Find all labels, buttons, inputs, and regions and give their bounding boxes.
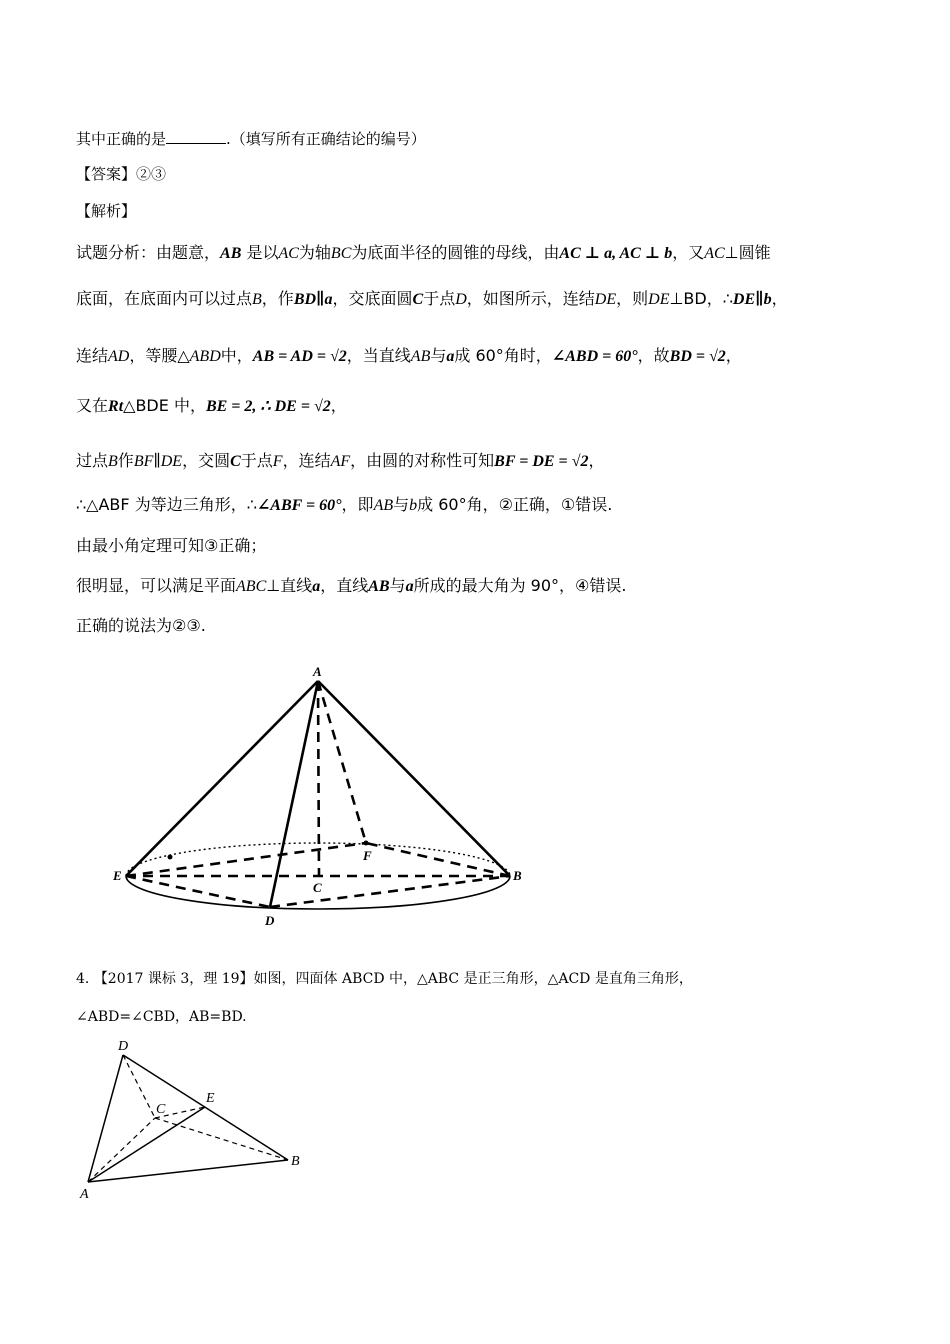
text: 中， xyxy=(220,346,253,365)
text: ，当直线 xyxy=(346,346,411,365)
label-D: D xyxy=(118,1039,129,1054)
text: 成 60°角时， xyxy=(454,346,552,365)
math: C xyxy=(230,453,241,470)
math: ABC xyxy=(236,578,267,595)
math: F xyxy=(272,453,283,470)
text: ⊥圆锥 xyxy=(724,243,771,262)
edge-CB xyxy=(155,1118,288,1160)
question-4-line-1: 4. 【2017 课标 3，理 19】如图，四面体 ABCD 中，△ABC 是正三角形，△ACD 是直角三角形， xyxy=(76,971,693,987)
answer-line: 【答案】②③ xyxy=(76,165,167,183)
text: △BDE 中， xyxy=(123,396,206,415)
question-4-line-2: ∠ABD=∠CBD，AB=BD. xyxy=(76,1009,247,1025)
text: 试题分析：由题意， xyxy=(76,243,221,262)
text: 于点 xyxy=(240,451,273,470)
text: 所成的最大角为 90°，④错误. xyxy=(413,576,627,595)
math: DE∥b xyxy=(732,291,772,308)
text: ，连结 xyxy=(282,451,331,470)
text: ，直线 xyxy=(320,576,369,595)
text: 于点 xyxy=(423,289,456,308)
analysis-paragraph-9: 正确的说法为②③. xyxy=(76,616,206,635)
math: B xyxy=(108,453,118,470)
math: D xyxy=(455,291,467,308)
text: 又在 xyxy=(76,396,109,415)
text: ， xyxy=(588,451,605,470)
math: BD∥a xyxy=(293,291,333,308)
math: BD = √2 xyxy=(669,348,726,365)
text: ， xyxy=(725,346,742,365)
text: 连结 xyxy=(76,346,109,365)
math: DE xyxy=(648,291,670,308)
label-C: C xyxy=(313,880,322,895)
text: ⊥BD，∴ xyxy=(669,289,733,308)
math: AD xyxy=(108,348,130,365)
math: DE xyxy=(594,291,617,308)
math: ABD xyxy=(189,348,221,365)
label-C: C xyxy=(156,1102,166,1117)
text: ，故 xyxy=(637,346,670,365)
math: AF xyxy=(330,453,351,470)
math: AB = AD = √2 xyxy=(252,348,347,365)
math: B xyxy=(252,291,262,308)
text: ，如图所示，连结 xyxy=(466,289,595,308)
text: 与 xyxy=(430,346,447,365)
text: 与 xyxy=(393,495,410,514)
label-E: E xyxy=(206,1091,215,1106)
math: AC ⊥ a, AC ⊥ b xyxy=(559,245,673,262)
math: b xyxy=(409,497,418,514)
question-tail: .（填写所有正确结论的编号） xyxy=(226,130,426,148)
math: BE = 2, ∴ DE = √2 xyxy=(205,398,331,415)
math: a xyxy=(312,578,321,595)
math: BF∥DE xyxy=(133,453,183,470)
text: ，又 xyxy=(672,243,705,262)
text: 是以 xyxy=(241,243,279,262)
math: BC xyxy=(330,245,352,262)
text: ，交底面圆 xyxy=(332,289,413,308)
label-A: A xyxy=(80,1187,89,1202)
label-F: F xyxy=(363,848,372,863)
text: ， xyxy=(771,289,788,308)
text: 很明显，可以满足平面 xyxy=(76,576,237,595)
math: BF = DE = √2 xyxy=(494,453,589,470)
text: ， xyxy=(330,396,347,415)
text: ，作 xyxy=(261,289,294,308)
text: 作 xyxy=(117,451,134,470)
label-E: E xyxy=(113,868,122,883)
text: 为轴 xyxy=(298,243,331,262)
math: a xyxy=(405,578,414,595)
text: ，等腰△ xyxy=(129,346,190,365)
math: ∠ABD = 60° xyxy=(551,348,638,365)
text: ∴△ABF 为等边三角形，∴ xyxy=(76,495,257,514)
label-B: B xyxy=(513,868,522,883)
text: 底面，在底面内可以过点 xyxy=(76,289,253,308)
math: AB xyxy=(410,348,431,365)
math: AB xyxy=(373,497,394,514)
text: ，则 xyxy=(616,289,649,308)
question-text: 其中正确的是 xyxy=(76,130,167,148)
label-B: B xyxy=(291,1154,300,1169)
text: 为底面半径的圆锥的母线，由 xyxy=(351,243,560,262)
text: ⊥直线 xyxy=(266,576,313,595)
label-A: A xyxy=(313,664,322,679)
text: ，由圆的对称性可知 xyxy=(350,451,495,470)
text: 与 xyxy=(389,576,406,595)
math: AB xyxy=(368,578,390,595)
math: a xyxy=(446,348,455,365)
text: 成 60°角，②正确，①错误. xyxy=(417,495,613,514)
math: ∠ABF = 60° xyxy=(256,497,342,514)
math: AC xyxy=(704,245,725,262)
text: ，即 xyxy=(341,495,374,514)
text: ，交圆 xyxy=(182,451,231,470)
edge-AC xyxy=(88,1118,155,1182)
math: Rt xyxy=(108,398,124,415)
math: AB xyxy=(220,245,242,262)
math: AC xyxy=(278,245,299,262)
math: C xyxy=(412,291,424,308)
label-D: D xyxy=(265,913,275,928)
text: 过点 xyxy=(76,451,109,470)
analysis-heading: 【解析】 xyxy=(76,202,137,220)
analysis-paragraph-7: 由最小角定理可知③正确； xyxy=(76,536,267,555)
